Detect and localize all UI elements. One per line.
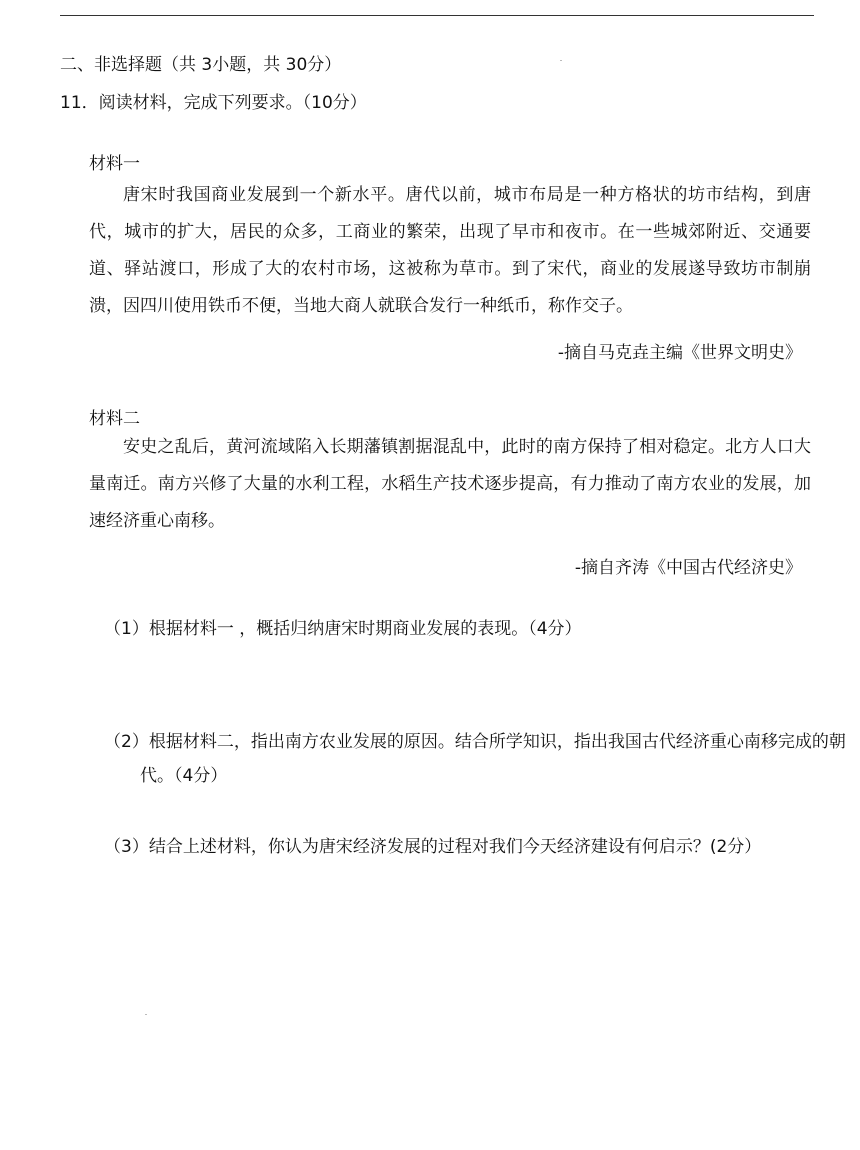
material1-text: 唐宋时我国商业发展到一个新水平。唐代以前，城市布局是一种方格状的坊市结构，到唐代，城市的扩大，居民的众多，工商业的繁荣，出现了早市和夜市。在一些城郊附近、交通要道、驿站渡口，形成了大的农村市场，这被称为草市。到了宋代，商业的发展遂导致坊市制崩溃，因四川使用铁币不便，当地大商人就联合发行一种纸币，称作交子。 — [89, 185, 811, 316]
material2-text: 安史之乱后，黄河流域陷入长期藩镇割据混乱中，此时的南方保持了相对稳定。北方人口大量南迁。南方兴修了大量的水利工程，水稻生产技术逐步提高，有力推动了南方农业的发展，加速经济重心南移。 — [89, 437, 811, 531]
sub-question-3: （3）结合上述材料，你认为唐宋经济发展的过程对我们今天经济建设有何启示？(2分） — [104, 837, 762, 857]
section-heading: 二、非选择题（共 3小题，共 30分） — [60, 55, 342, 75]
scan-speck — [560, 60, 562, 61]
material2-source: -摘自齐涛《中国古代经济史》 — [574, 558, 802, 578]
top-divider — [60, 15, 814, 16]
material1-source: -摘自马克垚主编《世界文明史》 — [557, 343, 802, 363]
material2-label: 材料二 — [89, 409, 140, 429]
material1-label: 材料一 — [89, 154, 140, 174]
sub-question-2: （2）根据材料二，指出南方农业发展的原因。结合所学知识，指出我国古代经济重心南移完成的朝代。（4分） — [104, 732, 846, 786]
scan-speck — [145, 1014, 147, 1015]
sub-question-1: （1）根据材料一 ，概括归纳唐宋时期商业发展的表现。（4分） — [104, 619, 582, 639]
question-stem: 11．阅读材料，完成下列要求。（10分） — [60, 93, 367, 113]
